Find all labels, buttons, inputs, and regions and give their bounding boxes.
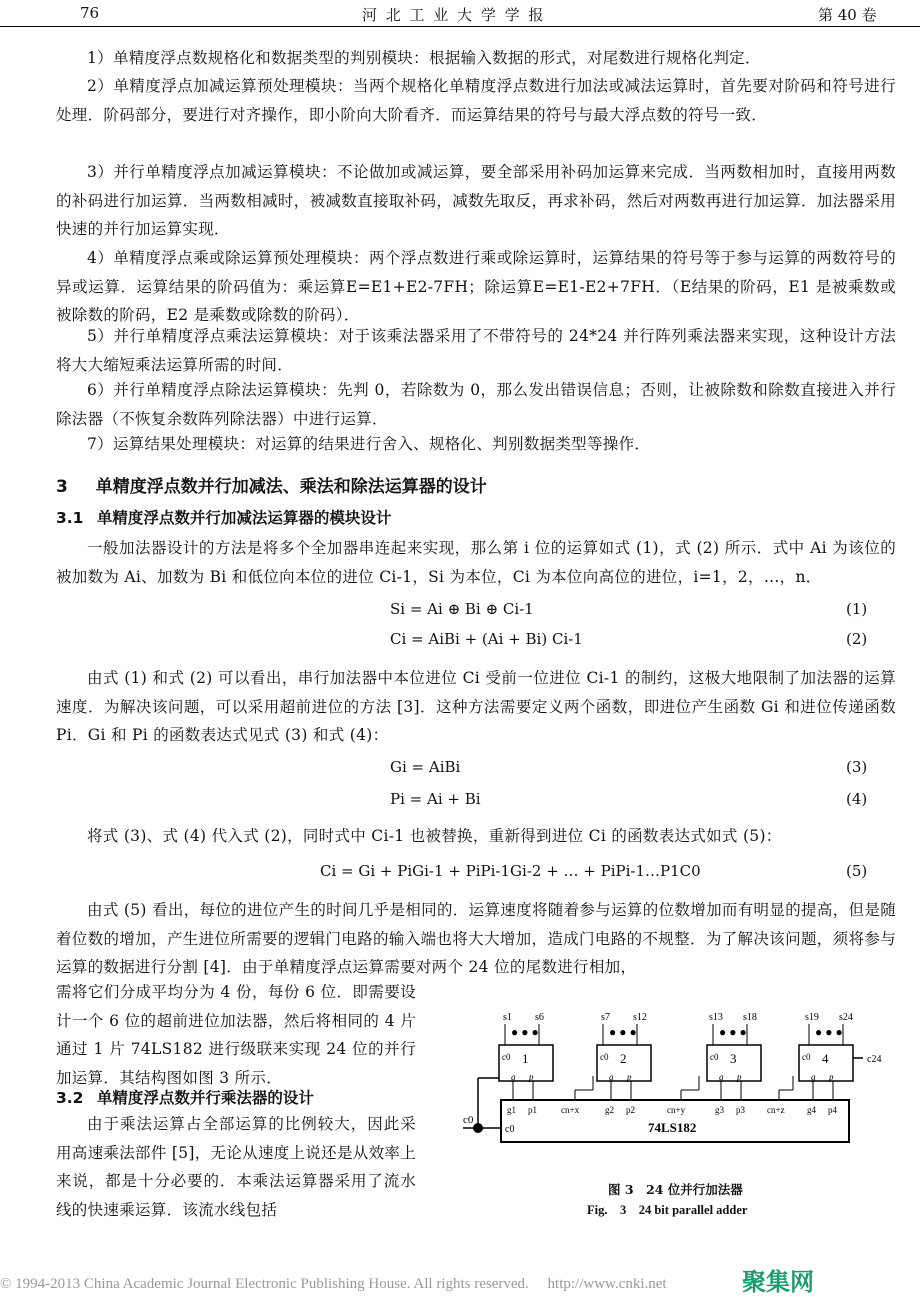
block-4-number: 4 xyxy=(822,1051,829,1066)
label-g3: g3 xyxy=(715,1105,724,1115)
label-p2: p2 xyxy=(626,1105,635,1115)
adder-block-2 xyxy=(597,1012,651,1100)
section-3-2-title: 单精度浮点数并行乘法器的设计 xyxy=(96,1089,314,1107)
equation-1: Si = Ai ⊕ Bi ⊕ Ci-1 xyxy=(390,600,534,618)
label-g2: g2 xyxy=(605,1105,614,1115)
block-2-g: g xyxy=(609,1072,614,1082)
block-2-dots: ● ● ● xyxy=(609,1025,637,1039)
block-2-p: p xyxy=(627,1072,632,1082)
adder-block-3 xyxy=(707,1012,761,1100)
block-1-s-low: s1 xyxy=(503,1012,512,1023)
block-3-s-low: s13 xyxy=(709,1012,723,1023)
paragraph-split: 由式 (5) 看出，每位的进位产生的时间几乎是相同的．运算速度将随着参与运算的位数增加而有明显的提高，但是随着位数的增加，产生进位所需要的逻辑门电路的输入端也将大大增加，造成门电路的不规整．为了解决该问题，须将参与运算的数据进行分割 [4]．由于单精度浮点运算需要对两个 24 位的尾数进行相加， xyxy=(56,901,896,976)
label-cnz: cn+z xyxy=(767,1105,785,1115)
paragraph-adder-intro: 一般加法器设计的方法是将多个全加器串连起来实现，那么第 i 位的运算如式 (1)，式 (2) 所示．式中 Ai 为该位的被加数为 Ai、加数为 Bi 和低位向本位的进位 Ci-1，Si 为本位，Ci 为本位向高位的进位，i=1，2，…，n． xyxy=(56,539,896,586)
page-header xyxy=(0,0,920,27)
watermark-logo: 聚集网 xyxy=(742,1268,814,1296)
equation-2-number: (2) xyxy=(846,630,868,648)
block-4-dots: ● ● ● xyxy=(815,1025,843,1039)
section-3-title: 单精度浮点数并行加减法、乘法和除法运算器的设计 xyxy=(95,477,487,497)
section-3-1-title: 单精度浮点数并行加减法运算器的模块设计 xyxy=(96,509,392,527)
paragraph-split-cont: 需将它们分成平均分为 4 份，每份 6 位．即需要设计一个 6 位的超前进位加法器，然后将相同的 4 片通过 1 片 74LS182 进行级联来实现 24 位的并行加运算．其结构图如图 3 所示． xyxy=(56,983,416,1087)
list-item-1: 1）单精度浮点数规格化和数据类型的判别模块：根据输入数据的形式，对尾数进行规格化判定． xyxy=(87,49,761,67)
equation-5-number: (5) xyxy=(846,862,868,880)
list-item-7: 7）运算结果处理模块：对运算的结果进行舍入、规格化、判别数据类型等操作． xyxy=(87,435,651,453)
label-g4: g4 xyxy=(807,1105,816,1115)
block-1-g: g xyxy=(511,1072,516,1082)
page-number: 76 xyxy=(80,4,100,22)
block-2-s-high: s12 xyxy=(633,1012,647,1023)
section-3-2-number: 3.2 xyxy=(56,1089,84,1107)
label-cnx: cn+x xyxy=(561,1105,580,1115)
journal-title: 河 北 工 业 大 学 学 报 xyxy=(362,6,546,24)
block-3-s-high: s18 xyxy=(743,1012,757,1023)
block-3-p: p xyxy=(737,1072,742,1082)
label-p1: p1 xyxy=(528,1105,537,1115)
volume-label: 第 40 卷 xyxy=(818,6,877,24)
block-2-s-low: s7 xyxy=(601,1012,610,1023)
equation-4-number: (4) xyxy=(846,790,868,808)
equation-5: Ci = Gi + PiGi-1 + PiPi-1Gi-2 + … + PiPi-1…P1C0 xyxy=(320,862,701,880)
block-1-c0: c0 xyxy=(502,1052,511,1062)
paragraph-multiplier: 由于乘法运算占全部运算的比例较大，因此采用高速乘法部件 [5]，无论从速度上说还是从效率上来说，都是十分必要的．本乘法运算器采用了流水线的快速乘运算．该流水线包括 xyxy=(56,1115,416,1219)
list-item-6: 6）并行单精度浮点除法运算模块：先判 0，若除数为 0，那么发出错误信息；否则，让被除数和除数直接进入并行除法器（不恢复余数阵列除法器）中进行运算． xyxy=(56,381,896,428)
block-3-c0: c0 xyxy=(710,1052,719,1062)
section-3-1-heading xyxy=(56,506,391,528)
adder-block-4 xyxy=(799,1012,853,1100)
block-4-p: p xyxy=(829,1072,834,1082)
copyright-footer: © 1994-2013 China Academic Journal Electronic Publishing House. All rights reserved. http://www.cnki.net xyxy=(0,1276,667,1292)
section-3-2-heading xyxy=(56,1086,314,1108)
equation-3: Gi = AiBi xyxy=(390,758,461,776)
figure-caption-en: Fig. 3 24 bit parallel adder xyxy=(587,1203,748,1217)
figure-caption-cn: 图 3 24 位并行加法器 xyxy=(608,1182,743,1197)
equation-4: Pi = Ai + Bi xyxy=(390,790,481,808)
block-1-s-high: s6 xyxy=(535,1012,544,1023)
list-item-2: 2）单精度浮点加减运算预处理模块：当两个规格化单精度浮点数进行加法或减法运算时，首先要对阶码和符号进行处理．阶码部分，要进行对齐操作，即小阶向大阶看齐．而运算结果的符号与最大浮点数的符号一致． xyxy=(56,77,896,124)
label-g1: g1 xyxy=(507,1105,516,1115)
block-3-g: g xyxy=(719,1072,724,1082)
section-3-number: 3 xyxy=(56,477,68,497)
block-1-p: p xyxy=(529,1072,534,1082)
c24-label: c24 xyxy=(867,1054,882,1065)
list-item-4: 4）单精度浮点乘或除运算预处理模块：两个浮点数进行乘或除运算时，运算结果的符号等于参与运算的两数符号的异或运算．运算结果的阶码值为：乘运算E=E1+E2-7FH；除运算E=E1-E2+7FH．（E结果的阶码，E1 是被乘数或被除数的阶码，E2 是乘数或除数的阶码）． xyxy=(56,249,896,324)
chip-label: 74LS182 xyxy=(648,1120,697,1135)
equation-3-number: (3) xyxy=(846,758,868,776)
equation-1-number: (1) xyxy=(846,600,868,618)
section-3-heading xyxy=(56,472,487,497)
block-3-number: 3 xyxy=(730,1051,737,1066)
equation-2: Ci = AiBi + (Ai + Bi) Ci-1 xyxy=(390,630,583,648)
block-4-s-high: s24 xyxy=(839,1012,853,1023)
paragraph-substitution: 将式 (3)、式 (4) 代入式 (2)，同时式中 Ci-1 也被替换，重新得到进位 Ci 的函数表达式如式 (5)： xyxy=(87,827,782,845)
block-3-dots: ● ● ● xyxy=(719,1025,747,1039)
adder-block-1 xyxy=(499,1012,553,1100)
block-2-c0: c0 xyxy=(600,1052,609,1062)
section-3-1-number: 3.1 xyxy=(56,509,84,527)
label-cny: cn+y xyxy=(667,1105,686,1115)
list-item-5: 5）并行单精度浮点乘法运算模块：对于该乘法器采用了不带符号的 24*24 并行阵列乘法器来实现，这种设计方法将大大缩短乘法运算所需的时间． xyxy=(56,327,896,374)
block-1-number: 1 xyxy=(522,1051,529,1066)
label-p4: p4 xyxy=(828,1105,837,1115)
block-4-g: g xyxy=(811,1072,816,1082)
label-p3: p3 xyxy=(736,1105,745,1115)
block-4-s-low: s19 xyxy=(805,1012,819,1023)
block-2-number: 2 xyxy=(620,1051,627,1066)
block-4-c0: c0 xyxy=(802,1052,811,1062)
block-1-dots: ● ● ● xyxy=(511,1025,539,1039)
paragraph-carry-lookahead: 由式 (1) 和式 (2) 可以看出，串行加法器中本位进位 Ci 受前一位进位 Ci-1 的制约，这极大地限制了加法器的运算速度．为解决该问题，可以采用超前进位的方法 [3]．这种方法需要定义两个函数，即进位产生函数 Gi 和进位传递函数 Pi．Gi 和 Pi 的函数表达式见式 (3) 和式 (4)： xyxy=(56,669,896,744)
c0-external-label: c0 xyxy=(463,1114,474,1126)
list-item-3: 3）并行单精度浮点加减运算模块：不论做加或减运算，要全部采用补码加运算来完成．当两数相加时，直接用两数的补码进行加运算．当两数相减时，被减数直接取补码，减数先取反，再求补码，然后对两数再进行加运算．加法器采用快速的并行加运算实现． xyxy=(56,163,896,238)
c0-chip-label: c0 xyxy=(505,1124,515,1135)
